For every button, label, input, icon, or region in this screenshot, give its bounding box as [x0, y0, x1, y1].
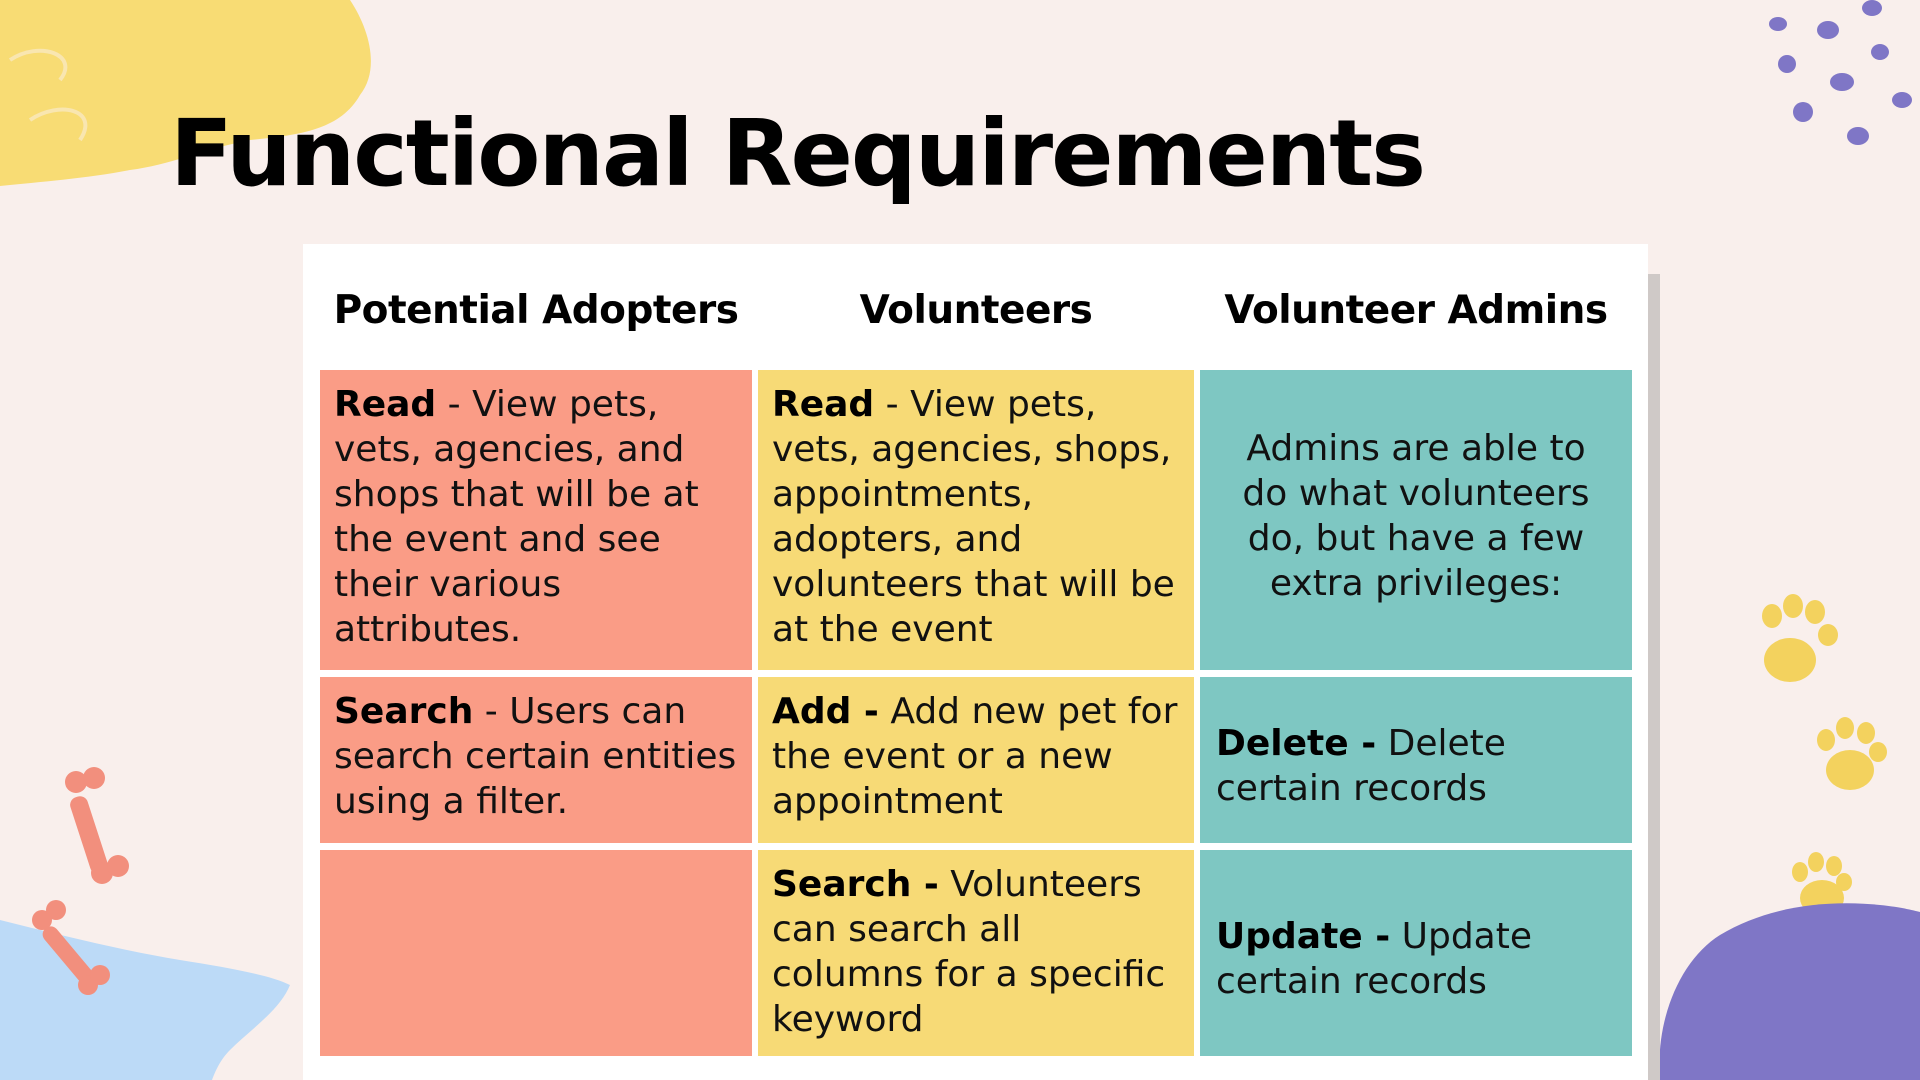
volunteers-add-cell: [758, 677, 1194, 843]
admins-update-cell: [1200, 850, 1632, 1056]
cell-keyword: Delete -: [1216, 723, 1377, 764]
cell-keyword: Update -: [1216, 916, 1391, 957]
bone-icon: [65, 767, 129, 884]
cell-text: Update certain records: [1216, 916, 1532, 1002]
cell-keyword: Add -: [772, 691, 879, 732]
cell-keyword: Read: [772, 384, 875, 425]
column-header-volunteers: Volunteers: [859, 287, 1093, 333]
cell-keyword: Search: [334, 691, 474, 732]
paw-print-icon: [1817, 717, 1887, 790]
cell-keyword: Read: [334, 384, 437, 425]
column-header-adopters: Potential Adopters: [333, 287, 739, 333]
cell-text: - Users can search certain entities using a filter.: [334, 691, 737, 822]
purple-paint-splash: [1659, 903, 1920, 1080]
cell-text: Add new pet for the event or a new appointment: [772, 691, 1178, 822]
cell-text: Delete certain records: [1216, 723, 1506, 809]
column-header-admins: Volunteer Admins: [1224, 287, 1608, 333]
slide-title: Functional Requirements: [170, 100, 1425, 207]
adopters-read-cell: [320, 370, 752, 670]
admins-delete-cell: [1200, 677, 1632, 843]
cell-text: Admins are able to do what volunteers do, but have a few extra privileges:: [1242, 428, 1590, 604]
purple-dots-decoration: [1769, 0, 1912, 145]
admins-intro-cell: [1200, 370, 1632, 670]
cell-text: - View pets, vets, agencies, shops, appointments, adopters, and volunteers that will be at the event: [772, 384, 1175, 650]
cell-content: [1216, 914, 1618, 1004]
cell-content: [1216, 721, 1618, 811]
adopters-empty-cell: [320, 850, 752, 1056]
adopters-search-cell: [320, 677, 752, 843]
paw-print-icon: [1762, 594, 1838, 682]
cell-text: - View pets, vets, agencies, and shops that will be at the event and see their various attributes.: [334, 384, 699, 650]
volunteers-read-cell: [758, 370, 1194, 670]
cell-text: Volunteers can search all columns for a specific keyword: [772, 864, 1166, 1040]
volunteers-search-cell: [758, 850, 1194, 1056]
cell-keyword: Search -: [772, 864, 939, 905]
